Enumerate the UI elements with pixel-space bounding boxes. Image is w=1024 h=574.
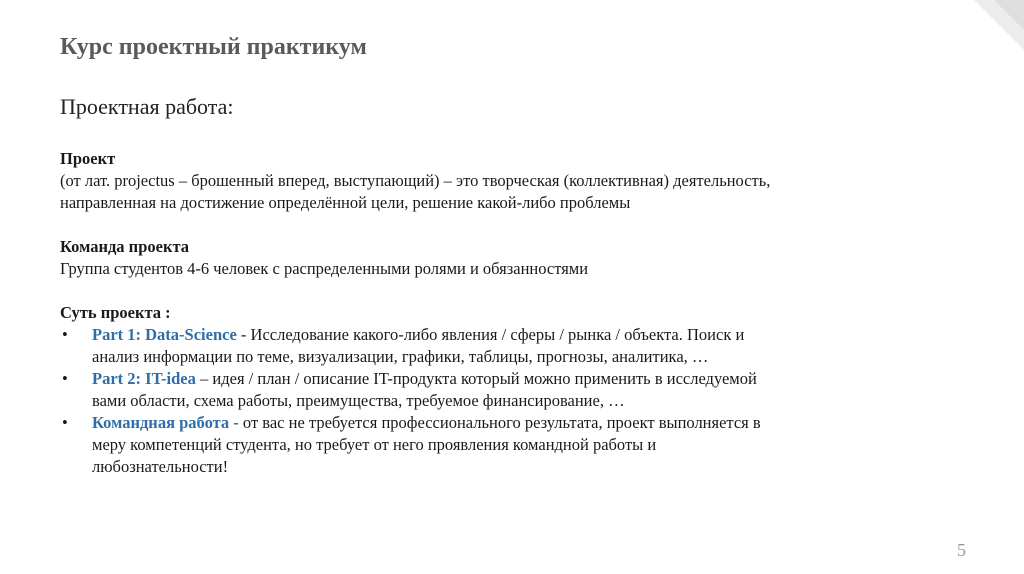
essence-heading: Суть проекта :: [60, 303, 171, 322]
bullet-icon: •: [62, 325, 68, 344]
project-definition-line-2: направленная на достижение определённой цели, решение какой-либо проблемы: [60, 193, 631, 212]
slide-subtitle: Проектная работа:: [60, 94, 234, 119]
project-heading: Проект: [60, 149, 116, 168]
team-text: Группа студентов 4-6 человек с распределенными ролями и обязанностями: [60, 259, 589, 278]
list-item: [60, 324, 960, 368]
team-heading: Команда проекта: [60, 237, 190, 256]
page-number: 5: [957, 540, 966, 560]
essence-list: [60, 324, 960, 478]
item-label: Командная работа -: [92, 413, 239, 432]
project-definition-line-1: (от лат. projectus – брошенный вперед, выступающий) – это творческая (коллективная) деятельность,: [60, 171, 771, 190]
item-text: меру компетенций студента, но требует от него проявления командной работы и: [92, 435, 657, 454]
item-text: анализ информации по теме, визуализации, графики, таблицы, прогнозы, аналитика, …: [92, 347, 709, 366]
list-item: [60, 368, 960, 412]
item-text: вами области, схема работы, преимущества, требуемое финансирование, …: [92, 391, 625, 410]
list-item: [60, 412, 960, 478]
item-text: – идея / план / описание IT-продукта который можно применить в исследуемой: [195, 369, 757, 388]
item-text: любознательности!: [92, 457, 229, 476]
item-text: - Исследование какого-либо явления / сферы / рынка / объекта. Поиск и: [236, 325, 745, 344]
item-text: от вас не требуется профессионального результата, проект выполняется в: [238, 413, 761, 432]
slide-title: Курс проектный практикум: [60, 34, 367, 60]
bullet-icon: •: [62, 369, 68, 388]
item-label: Part 1: Data-Science: [92, 325, 237, 344]
slide-body: [60, 148, 960, 478]
item-label: Part 2: IT-idea: [92, 369, 196, 388]
bullet-icon: •: [62, 413, 68, 432]
corner-decoration-icon: [954, 0, 1024, 70]
